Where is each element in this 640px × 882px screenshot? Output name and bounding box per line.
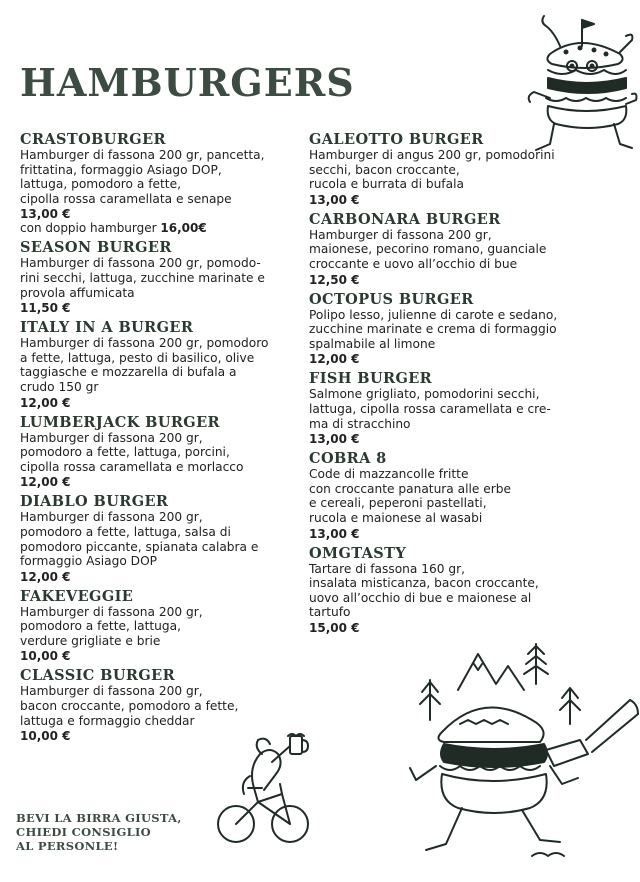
page-title: HAMBURGERS [20, 60, 355, 105]
menu-item [20, 588, 310, 664]
item-description: Hamburger di fassona 200 gr, maionese, pecorino romano, guanciale croccante e uovo all’occhio di bue [309, 227, 547, 271]
menu-item [309, 545, 599, 635]
menu-item [309, 211, 599, 287]
item-description: Hamburger di fassona 200 gr, pomodoro a fette, lattuga, pesto di basilico, olive taggiasche e mozzarella di bufala a crudo 150 gr [20, 336, 269, 394]
menu-column-left [20, 131, 310, 747]
item-name: DIABLO BURGER [20, 493, 169, 511]
item-name: CLASSIC BURGER [20, 667, 176, 685]
menu-item [309, 131, 599, 207]
cyclist-illustration [210, 732, 320, 848]
menu-item [309, 370, 599, 446]
item-description: Salmone grigliato, pomodorini secchi, lattuga, cipolla rossa caramellata e cre- ma di stracchino [309, 387, 551, 431]
beer-advice-note: BEVI LA BIRRA GIUSTA, CHIEDI CONSIGLIO AL PERSONLE! [16, 811, 182, 853]
item-description: Polipo lesso, julienne di carote e sedano, zucchine marinate e crema di formaggio spalmabile al limone [309, 307, 558, 351]
item-name: SEASON BURGER [20, 239, 172, 257]
item-price: 12,00 € [20, 569, 71, 584]
item-name: OMGTASTY [309, 544, 407, 562]
extra-price: 16,00€ [160, 221, 207, 236]
item-extra-option [20, 221, 310, 235]
item-name: CRASTOBURGER [20, 131, 166, 148]
item-price: 13,00 € [20, 207, 71, 222]
item-name: ITALY IN A BURGER [20, 319, 194, 337]
item-description: Hamburger di fassona 200 gr, pomodo- rini secchi, lattuga, zucchine marinate e provola affumicata [20, 256, 265, 300]
menu-item [20, 131, 310, 235]
item-price: 13,00 € [309, 432, 360, 447]
extra-label: con doppio hamburger [20, 221, 161, 236]
menu-item [20, 493, 310, 583]
item-price: 15,00 € [309, 620, 360, 635]
menu-item [20, 239, 310, 315]
item-name: GALEOTTO BURGER [309, 131, 484, 148]
item-price: 13,00 € [309, 192, 360, 207]
item-description: Hamburger di fassona 200 gr, pancetta, frittatina, formaggio Asiago DOP, lattuga, pomodoro a fette, cipolla rossa caramellata e senape [20, 148, 265, 206]
item-name: CARBONARA BURGER [309, 210, 501, 228]
menu-item [309, 450, 599, 540]
item-price: 13,00 € [309, 526, 360, 541]
item-name: OCTOPUS BURGER [309, 290, 474, 308]
item-description: Hamburger di fassona 200 gr, bacon croccante, pomodoro a fette, lattuga e formaggio cheddar [20, 684, 239, 728]
item-price: 12,50 € [309, 272, 360, 287]
item-description: Hamburger di fassona 200 gr, pomodoro a fette, lattuga, salsa di pomodoro piccante, spianata calabra e formaggio Asiago DOP [20, 510, 259, 569]
item-description: Code di mazzancolle fritte con croccante panatura alle erbe e cereali, peperoni pastellati, rucola e maionese al wasabi [309, 467, 512, 525]
item-description: Hamburger di fassona 200 gr, pomodoro a fette, lattuga, porcini, cipolla rossa caramellata e morlacco [20, 430, 244, 474]
item-description: Hamburger di fassona 200 gr, pomodoro a fette, lattuga, verdure grigliate e brie [20, 604, 203, 648]
item-price: 12,00 € [20, 475, 71, 490]
item-name: LUMBERJACK BURGER [20, 413, 220, 431]
item-price: 10,00 € [20, 649, 71, 664]
lumberjack-burger-illustration [400, 640, 640, 870]
item-price: 11,50 € [20, 301, 71, 316]
item-price: 12,00 € [20, 395, 71, 410]
item-name: COBRA 8 [309, 450, 387, 468]
item-description: Tartare di fassona 160 gr, insalata misticanza, bacon croccante, uovo all’occhio di bue e maionese al tartufo [309, 561, 539, 620]
menu-item [20, 414, 310, 490]
item-name: FISH BURGER [309, 370, 433, 388]
menu-column-right [309, 131, 599, 639]
menu-item [309, 291, 599, 367]
item-name: FAKEVEGGIE [20, 587, 134, 605]
item-description: Hamburger di angus 200 gr, pomodorini secchi, bacon croccante, rucola e burrata di bufala [309, 148, 555, 192]
item-price: 12,00 € [309, 352, 360, 367]
menu-item [20, 319, 310, 409]
item-price: 10,00 € [20, 729, 71, 744]
